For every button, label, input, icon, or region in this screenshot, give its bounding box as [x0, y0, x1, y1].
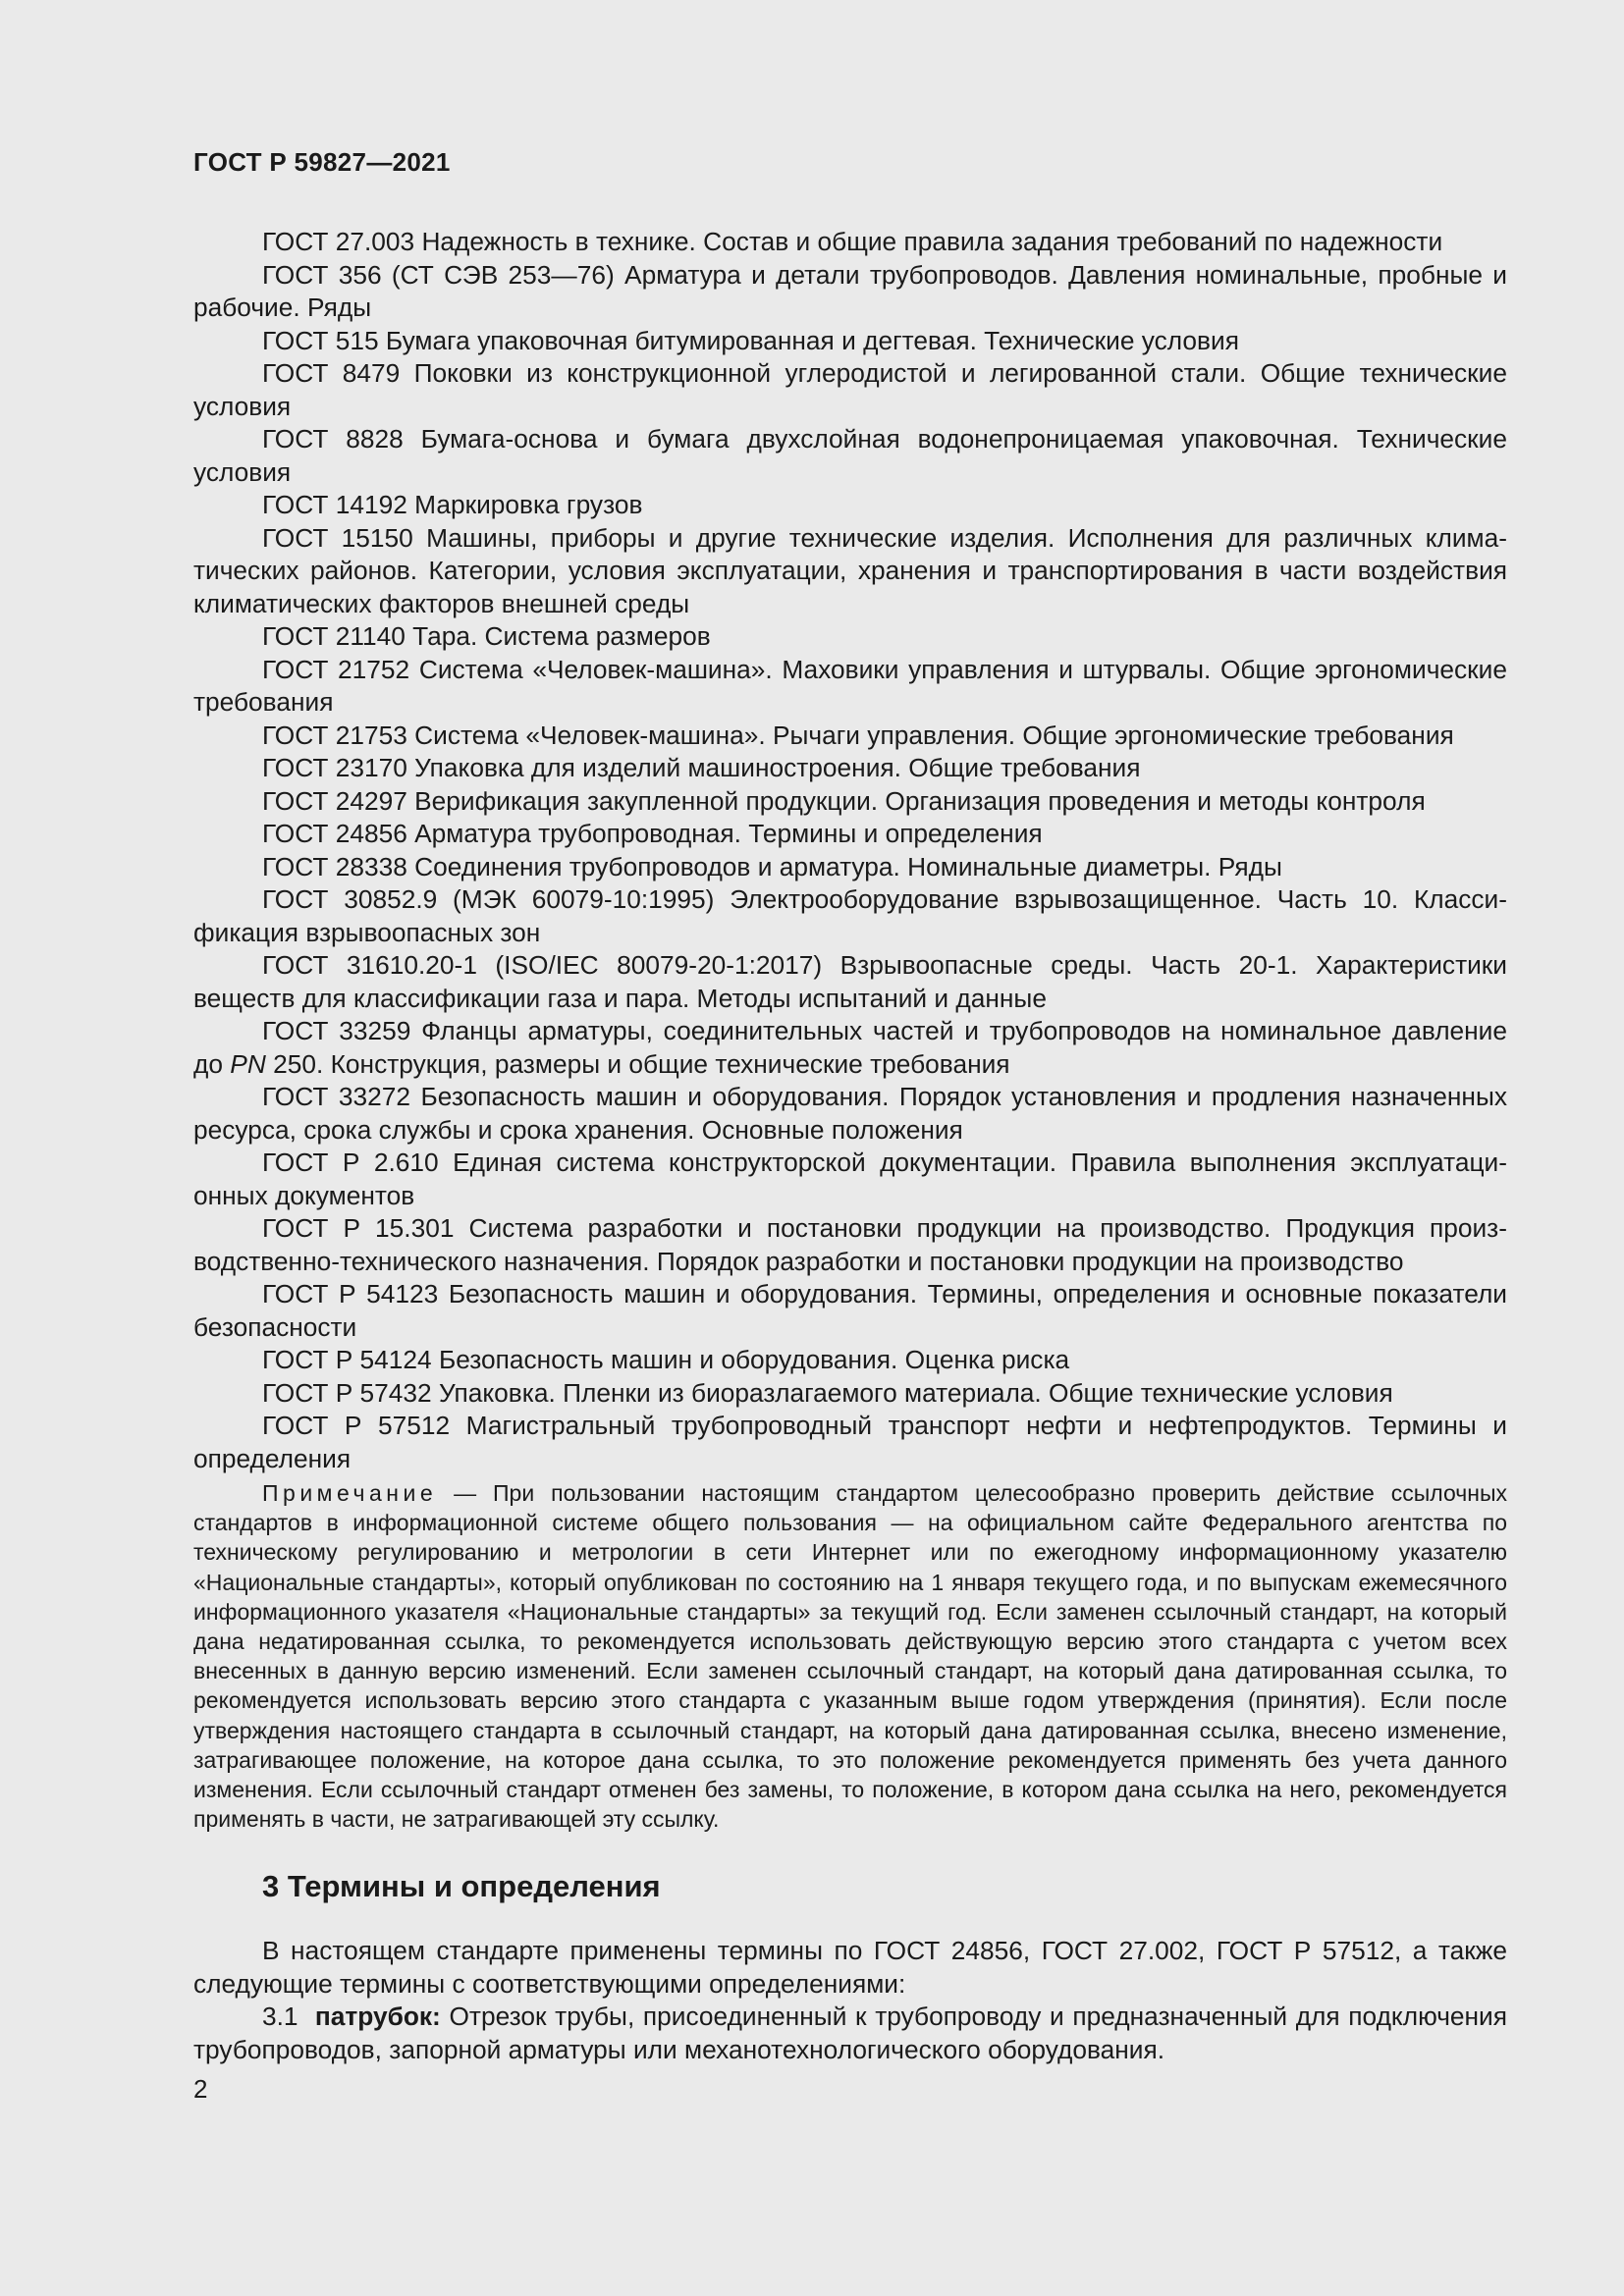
document-header: ГОСТ Р 59827—2021: [193, 147, 451, 177]
reference-item: ГОСТ 14192 Маркировка грузов: [262, 490, 643, 519]
reference-item: ГОСТ Р 57432 Упаковка. Пленки из биоразлагаемого материала. Общие технические условия: [262, 1377, 1393, 1408]
reference-item: ГОСТ Р 57512 Магистральный трубопроводный транспорт нефти и нефтепродуктов. Термины и определения: [193, 1411, 1507, 1473]
note-text: — При пользовании настоящим стандартом целесообразно проверить действие ссылочных стандартов в информационной системе общего пользования — на официальном сайте Федерального агентства по техническому регулированию и метрологии в сети Интернет или по ежегодному информационному указателю «Национальные стандарты», который опубликован по состоянию на 1 января текущего года, и по выпускам ежемесячного информационного указателя «Национальные стандарты» за текущий год. Если заменен ссылочный стандарт, на который дана недатированная ссылка, то рекомендуется использовать действующую версию этого стандарта с учетом всех внесенных в данную версию изменений. Если заменен ссылочный стандарт, на который дана датированная ссылка, то рекомендуется использовать версию этого стандарта с указанным выше годом утверждения (принятия). Если после утверждения настоящего стандарта в ссылочный стандарт, на который дана датированная ссылка, внесено изменение, затрагивающее положение, на которое дана ссылка, то это положение рекомендуется применять без учета данного изменения. Если ссылочный стандарт отменен без замены, то положение, в котором дана ссылка на него, рекомендуется применять в части, не затрагивающей эту ссылку.: [193, 1480, 1507, 1833]
reference-item: ГОСТ 21752 Система «Человек-машина». Маховики управления и штурвалы. Общие эргономические требования: [193, 654, 1507, 717]
normative-references-list: [193, 226, 1507, 1475]
reference-text: 250. Конструкция, размеры и общие технические требования: [265, 1048, 1010, 1079]
reference-item: ГОСТ 28338 Соединения трубопроводов и арматура. Номинальные диаметры. Ряды: [262, 851, 1282, 881]
reference-item: ГОСТ 356 (СТ СЭВ 253—76) Арматура и детали трубопроводов. Давления номинальные, пробные и рабочие. Ряды: [193, 259, 1507, 322]
reference-item: ГОСТ 8479 Поковки из конструкционной углеродистой и легированной стали. Общие технические условия: [193, 358, 1507, 421]
reference-item: ГОСТ 31610.20-1 (ISO/IEC 80079-20-1:2017) Взрывоопасные среды. Часть 20-1. Характеристики веществ для классификации газа и пара. Методы испытаний и данные: [193, 950, 1507, 1013]
term-number: 3.1: [262, 2002, 298, 2031]
term-definition: Отрезок трубы, присоединенный к трубопроводу и предназначенный для подключения трубопроводов, запорной арматуры или механотехнологического оборудования.: [193, 2002, 1507, 2064]
reference-item: ГОСТ 30852.9 (МЭК 60079-10:1995) Электрооборудование взрывозащищенное. Часть 10. Классификация взрывоопасных зон: [193, 884, 1507, 947]
page-number: 2: [193, 2074, 208, 2104]
reference-item: ГОСТ 21753 Система «Человек-машина». Рычаги управления. Общие эргономические требования: [262, 720, 1454, 750]
note-label: Примечание: [262, 1480, 438, 1506]
note-paragraph: [193, 1478, 1507, 1834]
reference-item: ГОСТ Р 2.610 Единая система конструкторской документации. Правила выполнения эксплуатационных документов: [193, 1148, 1507, 1210]
reference-item: ГОСТ Р 54124 Безопасность машин и оборудования. Оценка риска: [262, 1345, 1070, 1374]
reference-item: ГОСТ 8828 Бумага-основа и бумага двухслойная водонепроницаемая упаковочная. Технические условия: [193, 424, 1507, 487]
reference-item: ГОСТ 27.003 Надежность в технике. Состав и общие правила задания требований по надежности: [262, 227, 1443, 256]
section-title: 3 Термины и определения: [262, 1869, 661, 1903]
reference-item: ГОСТ Р 15.301 Система разработки и постановки продукции на производство. Продукция производственно-технического назначения. Порядок разработки и постановки продукции на производство: [193, 1213, 1507, 1276]
reference-text: ГОСТ 33259 Фланцы арматуры, соединительных частей и трубопроводов на номинальное давление до: [193, 1016, 1507, 1079]
reference-item: ГОСТ Р 54123 Безопасность машин и оборудования. Термины, определения и основные показатели безопасности: [193, 1279, 1507, 1342]
reference-item: ГОСТ 515 Бумага упаковочная битумированная и дегтевая. Технические условия: [262, 325, 1239, 355]
reference-item: ГОСТ 21140 Тара. Система размеров: [262, 621, 711, 651]
term-name: патрубок:: [314, 2002, 441, 2031]
terms-section: [193, 1935, 1507, 2066]
term-entry: [193, 2001, 1507, 2066]
terms-intro: В настоящем стандарте применены термины по ГОСТ 24856, ГОСТ 27.002, ГОСТ Р 57512, а также следующие термины с соответствующими определениями:: [193, 1936, 1507, 1999]
reference-item: ГОСТ 24297 Верификация закупленной продукции. Организация проведения и методы контроля: [262, 785, 1426, 816]
reference-item: [193, 1015, 1507, 1081]
reference-item: ГОСТ 24856 Арматура трубопроводная. Термины и определения: [262, 819, 1043, 848]
reference-item: ГОСТ 15150 Машины, приборы и другие технические изделия. Исполнения для различных климатических районов. Категории, условия эксплуатации, хранения и транспортирования в части воздействия климатических факторов внешней среды: [193, 522, 1507, 618]
reference-item: ГОСТ 33272 Безопасность машин и оборудования. Порядок установления и продления назначенных ресурса, срока службы и срока хранения. Основные положения: [193, 1082, 1507, 1145]
reference-item: ГОСТ 23170 Упаковка для изделий машиностроения. Общие требования: [262, 753, 1141, 782]
reference-italic-text: PN: [230, 1048, 266, 1079]
